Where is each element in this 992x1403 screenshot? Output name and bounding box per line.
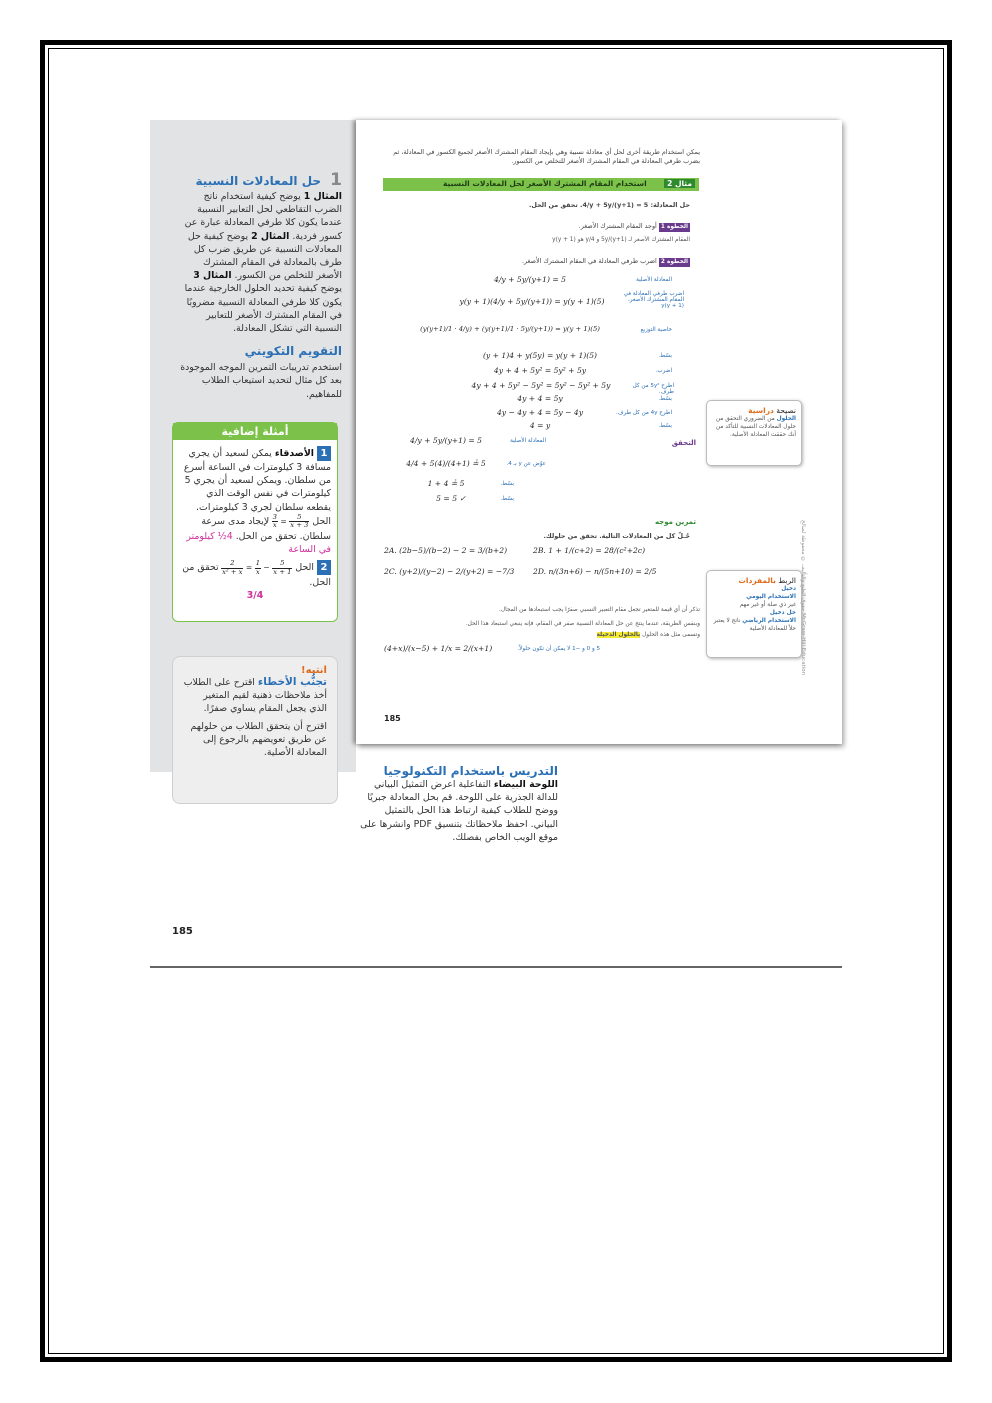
book-page-number: 185 bbox=[384, 714, 401, 723]
assessment-text: استخدم تدريبات التمرين الموجه الموجودة بعد كل مثال لتحديد استيعاب الطلاب للمفاهيم. bbox=[180, 362, 342, 400]
additional-examples-box bbox=[172, 422, 338, 622]
example-1-text-2: لإيجاد مدى سرعة سلطان. تحقق من الحل. bbox=[201, 515, 331, 542]
watch-out-title: انتبه! bbox=[301, 665, 327, 676]
problem-2c: 2C. (y+2)/(y−2) − 2/(y+2) = −7/3 bbox=[384, 567, 515, 576]
step-1-tag: الخطوة 1 bbox=[660, 224, 688, 230]
example-1-answer: 4½ كيلومتر في الساعة bbox=[186, 530, 331, 556]
study-tip-title-2: دراسية bbox=[748, 406, 774, 415]
example-3-equation: (4+x)/(x−5) + 1/x = 2/(x+1) bbox=[384, 644, 493, 653]
example-1-topic: الأصدقاء bbox=[274, 448, 315, 459]
example-2-answer: 3/4 bbox=[246, 590, 264, 602]
text-part: يوضح كيفية تحديد الحلول الخارجية عندما يكون كلا طرفي المعادلة النسبية مضروبًا في المقام المشترك الأصغر للتعابير النسبية التي تشكل المعادلة. bbox=[184, 283, 342, 335]
watch-out-box bbox=[172, 656, 338, 804]
equation-line: 4y + 4 + 5y² − 5y² = 5y² − 5y² + 5y bbox=[471, 381, 611, 390]
study-tip-title: نصيحة bbox=[776, 406, 796, 415]
sheet-bottom-rule bbox=[150, 966, 842, 968]
equation-line: 4y − 4y + 4 = 5y − 4y bbox=[496, 408, 584, 417]
check-line: 4/4 + 5(4)/(4+1) ≟ 5 bbox=[406, 459, 486, 468]
section-title: حل المعادلات النسبية bbox=[195, 174, 322, 188]
example-2-text: تحقق من الحل. bbox=[182, 562, 331, 589]
example-number-badge: 1 bbox=[317, 446, 331, 461]
equation-note: المعادلة الأصلية bbox=[636, 277, 672, 283]
vocab-entry-2 bbox=[712, 609, 796, 633]
vocab-word: دخيل bbox=[781, 586, 796, 592]
check-note: بسّط. bbox=[500, 496, 514, 502]
study-tip-keyword: الحلول bbox=[776, 416, 796, 422]
equation-note: اطرح 5y² من كل طرف. bbox=[632, 383, 674, 395]
equation-note: اطرح 4y من كل طرف. bbox=[616, 410, 672, 416]
guided-practice-prompt: حُـلّ كل من المعادلات التالية. تحقق من حلولك. bbox=[543, 532, 690, 540]
step-2-text: اضرب طرفي المعادلة في المقام المشترك الأصغر. bbox=[521, 257, 657, 265]
technology-text bbox=[360, 778, 558, 844]
equation-note: اضرب طرفي المعادلة في المقام المشترك الأصغر، y(y + 1) bbox=[623, 291, 684, 309]
study-tip-heading bbox=[712, 406, 796, 415]
technology-keyword: اللوحة البيضاء bbox=[493, 779, 558, 790]
equation-line: 4 = y bbox=[529, 421, 551, 430]
example-1-ref: المثال 1 bbox=[303, 191, 342, 202]
assessment-title: التقويم التكويني bbox=[244, 344, 342, 359]
extraneous-text: وبنفس الطريقة، عندما ينتج عن حل المعادلة النسبية صفر في المقام، فإنه ينبغي استبعاد هذا الحل. bbox=[465, 621, 700, 627]
check-line: 4/y + 5y/(y+1) = 5 bbox=[410, 436, 482, 445]
example-2-equation: $\frac{5}{x + 1}$ − $\frac{1}{x}$ = $\frac{2}{\text{x² + x}}$ bbox=[222, 559, 292, 576]
additional-examples-header: أمثلة إضافية bbox=[173, 423, 337, 440]
equation-line: (y + 1)4 + y(5y) = y(y + 1)(5) bbox=[482, 351, 598, 360]
vocab-definition: غير ذي صلة أو غير مهم bbox=[739, 602, 796, 608]
check-line: 5 = 5 ✓ bbox=[436, 494, 466, 503]
technology-title: التدريس باستخدام التكنولوجيا bbox=[383, 764, 558, 778]
equation-note: اضرب. bbox=[655, 368, 672, 374]
text-part: يوضح كيفية استخدام ناتج الضرب التقاطعي لحل التعابير النسبية عندما يكون كلا طرفي المعادلة عبارة عن كسور فردية. bbox=[184, 191, 342, 242]
solve-prompt: حل المعادلة: 5 = ‎4/y + 5y/(y+1)‎. تحقق من الحل. bbox=[528, 201, 690, 209]
remember-text: تذكر أن أي قيمة للمتغير تجعل مقام التعبير النسبي صفرًا يجب استبعادها من المجال. bbox=[499, 607, 700, 613]
step-2-tag: الخطوة 2 bbox=[660, 259, 688, 265]
example-1-text: يمكن لسعيد أن يجري مسافة 3 كيلومترات في الساعة أسرع من سلطان. ويمكن لسعيد أن يجري 5 كيلومترات في نفس الوقت الذي يقطعه سلطان لجري 3 كيلومترات. الحل bbox=[183, 448, 331, 527]
problem-2d: 2D. n/(3n+6) − n/(5n+10) = 2/5 bbox=[533, 567, 657, 576]
vocab-definition: ناتج لا يعتبر حلاً للمعادلة الأصلية bbox=[713, 618, 796, 632]
study-tip-text bbox=[712, 415, 796, 439]
section-number: 1 bbox=[330, 170, 342, 190]
equation-line: 4/y + 5y/(y+1) = 5 bbox=[494, 275, 566, 284]
page-number: 185 bbox=[172, 926, 193, 937]
vocabulary-link-box bbox=[706, 570, 802, 658]
equation-note: خاصية التوزيع bbox=[640, 327, 672, 333]
vocab-usage: الاستخدام الرياضي bbox=[742, 618, 796, 624]
example-3-ref: المثال 3 bbox=[193, 270, 232, 282]
extraneous-lead: وتسمى مثل هذه الحلول bbox=[642, 632, 700, 638]
vocab-heading bbox=[712, 576, 796, 585]
study-tip-sentence: من الضروري التحقق من حلول المعادلات النسبية للتأكد من أنك حققت المعادلة الأصلية. bbox=[715, 416, 796, 438]
example-label: مثال 2 bbox=[664, 179, 695, 188]
example-3-note: 5 و 0 و −1 لا يمكن أن تكون حلولاً. bbox=[517, 646, 600, 652]
problem-2a: 2A. (2b−5)/(b−2) − 2 = 3/(b+2) bbox=[384, 546, 508, 555]
equation-line: 4y + 4 = 5y bbox=[517, 394, 563, 403]
equation-note: بسّط. bbox=[658, 423, 672, 429]
step-1 bbox=[470, 222, 690, 232]
extraneous-definition bbox=[384, 631, 700, 639]
example-1-equation: $\frac{5}{x + 3}$ = $\frac{3}{x}$ bbox=[272, 512, 309, 530]
example-2-lead: الحل bbox=[295, 562, 315, 574]
equation-line: 4y + 4 + 5y² = 5y² + 5y bbox=[493, 366, 587, 375]
section-text bbox=[176, 190, 342, 335]
watch-out-text-1 bbox=[183, 676, 327, 716]
vocab-entry-1 bbox=[712, 585, 796, 609]
equation-line: (y(y+1)/1 · 4/y) + (y(y+1)/1 · 5y/(y+1)) = y(y + 1)(5) bbox=[420, 325, 600, 333]
section-heading bbox=[176, 170, 342, 190]
technology-sentence: التفاعلية اعرض التمثيل البياني للدالة الجذرية على اللوحة. قم بحل المعادلة جبريًا ووضح للطلاب كيفية ارتباط هذا الحل بالتمثيل البياني. احفظ ملاحظاتك بتنسيق PDF وانشرها على موقع الويب الخاص بفصلك. bbox=[360, 779, 558, 843]
step-2 bbox=[470, 257, 690, 267]
equation-line: y(y + 1)(4/y + 5y/(y+1)) = y(y + 1)(5) bbox=[459, 297, 605, 306]
guided-practice-title: تمرين موجه bbox=[654, 518, 696, 526]
common-errors-label: تجنُّب الأخطاء bbox=[257, 676, 327, 688]
watch-out-text-2: اقترح أن يتحقق الطلاب من حلولهم عن طريق تعويضهم بالرجوع إلى المعادلة الأصلية. bbox=[190, 720, 327, 759]
problem-2b: 2B. 1 + 1/(c+2) = 28/(c²+2c) bbox=[533, 546, 646, 555]
technology-section bbox=[360, 764, 558, 844]
section-1-block bbox=[176, 170, 342, 401]
vocab-title-2: بالمفردات bbox=[738, 576, 776, 585]
watch-out-sentence: اقترح على الطلاب أخذ ملاحظات ذهنية لقيم المتغير الذي يجعل المقام يساوي صفرًا. bbox=[183, 677, 327, 715]
extraneous-highlight: بالحلول الدخيلة bbox=[596, 632, 641, 638]
intro-paragraph: يمكن استخدام طريقة أخرى لحل أي معادلة نسبية وهي بإيجاد المقام المشترك الأصغر لجميع الكسور في المعادلة، ثم بضرب طرفي المعادلة في المقام المشترك الأصغر للتخلص من الكسور. bbox=[393, 148, 700, 165]
additional-example-2 bbox=[173, 556, 337, 602]
vocab-usage-line bbox=[712, 617, 796, 633]
additional-example-1 bbox=[173, 440, 337, 556]
check-label: التحقق bbox=[671, 439, 696, 447]
step-1-lcd: المقام المشترك الأصغر لـ 5y/(y+1) و 4/y هو y(y + 1) bbox=[552, 237, 690, 243]
vocab-usage: الاستخدام اليومي bbox=[746, 594, 796, 600]
example-2-ref: المثال 2 bbox=[251, 230, 290, 242]
check-note: بسّط. bbox=[500, 481, 514, 487]
equation-note: بسّط. bbox=[658, 353, 672, 359]
check-line: 1 + 4 ≟ 5 bbox=[427, 479, 465, 488]
study-tip-box bbox=[706, 400, 802, 466]
equation-note: بسّط. bbox=[658, 396, 672, 402]
step-1-text: أوجد المقام المشترك الأصغر. bbox=[578, 222, 657, 230]
vocab-title: الربط bbox=[778, 576, 796, 585]
check-note: عوّض عن y بـ 4. bbox=[506, 461, 546, 467]
example-number-badge: 2 bbox=[317, 560, 331, 575]
example-2-bar bbox=[383, 178, 699, 191]
copyright-vertical: حقوق الطبع والتأليف © محفوظة لصالح McGraw-Hill Education bbox=[800, 520, 806, 676]
vocab-word: حل دخيل bbox=[769, 610, 796, 616]
text-part: يوضح كيفية حل المعادلات النسبية عن طريق ضرب كل طرف بالمعادلة في المقام المشترك الأصغر للتخلص من الكسور. bbox=[187, 230, 342, 282]
check-note: المعادلة الأصلية bbox=[510, 438, 546, 444]
example-title: استخدام المقام المشترك الأصغر لحل المعادلات النسبية bbox=[443, 179, 647, 188]
